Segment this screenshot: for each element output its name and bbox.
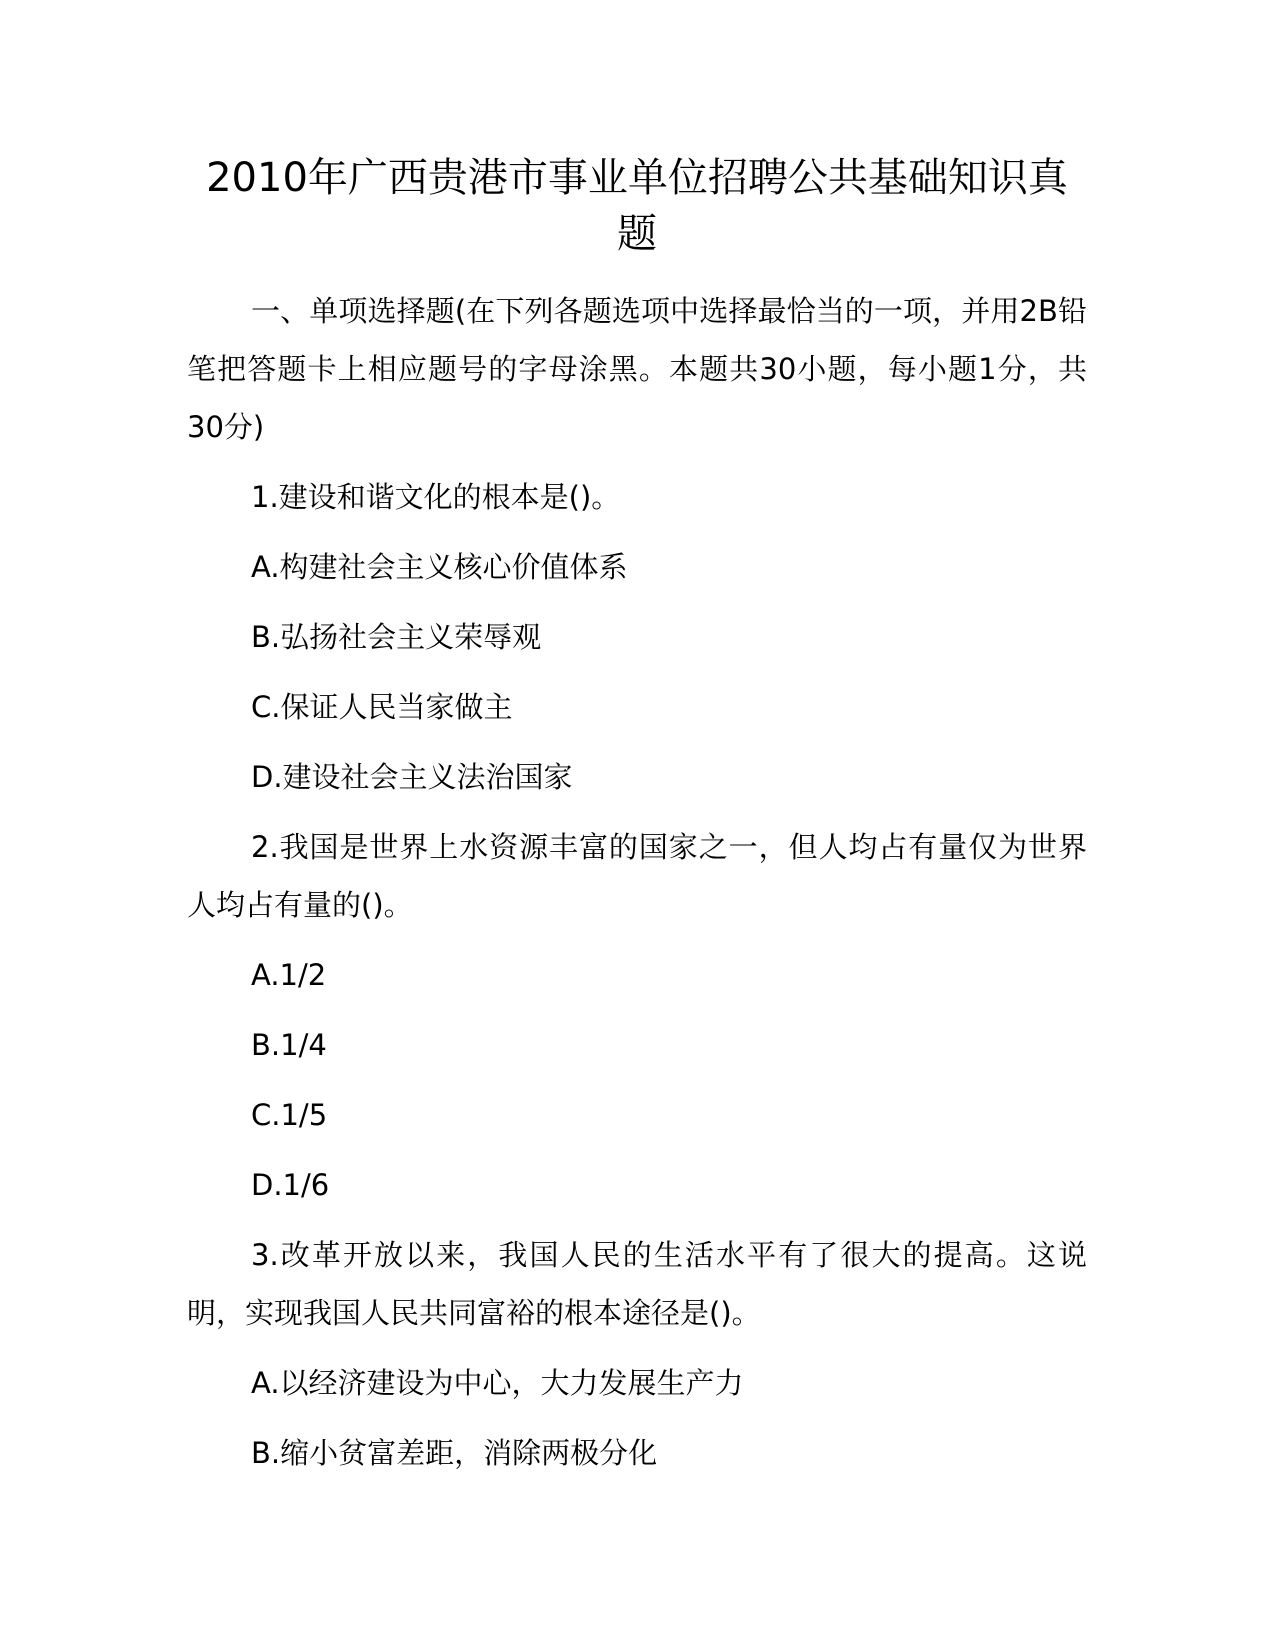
document-content	[187, 150, 1087, 1494]
question-2-option-d: D.1/6	[251, 1168, 330, 1202]
question-2: 2.我国是世界上水资源丰富的国家之一，但人均占有量仅为世界人均占有量的()。	[187, 830, 1087, 922]
section-heading: 一、单项选择题(在下列各题选项中选择最恰当的一项，并用2B铅笔把答题卡上相应题号的字母涂黑。本题共30小题，每小题1分，共30分)	[187, 294, 1087, 444]
question-1-option-c: C.保证人民当家做主	[251, 690, 513, 724]
question-1-option-d: D.建设社会主义法治国家	[251, 760, 573, 794]
question-3-option-a: A.以经济建设为中心，大力发展生产力	[251, 1366, 744, 1400]
question-3: 3.改革开放以来，我国人民的生活水平有了很大的提高。这说明，实现我国人民共同富裕的根本途径是()。	[187, 1238, 1087, 1330]
question-2-option-b: B.1/4	[251, 1028, 327, 1062]
document-title: 2010年广西贵港市事业单位招聘公共基础知识真题	[206, 155, 1068, 257]
question-3-option-b: B.缩小贫富差距，消除两极分化	[251, 1436, 658, 1470]
question-1-option-a: A.构建社会主义核心价值体系	[251, 550, 628, 584]
question-2-option-a: A.1/2	[251, 958, 327, 992]
question-1: 1.建设和谐文化的根本是()。	[251, 480, 621, 514]
question-1-option-b: B.弘扬社会主义荣辱观	[251, 620, 542, 654]
question-2-option-c: C.1/5	[251, 1098, 328, 1132]
